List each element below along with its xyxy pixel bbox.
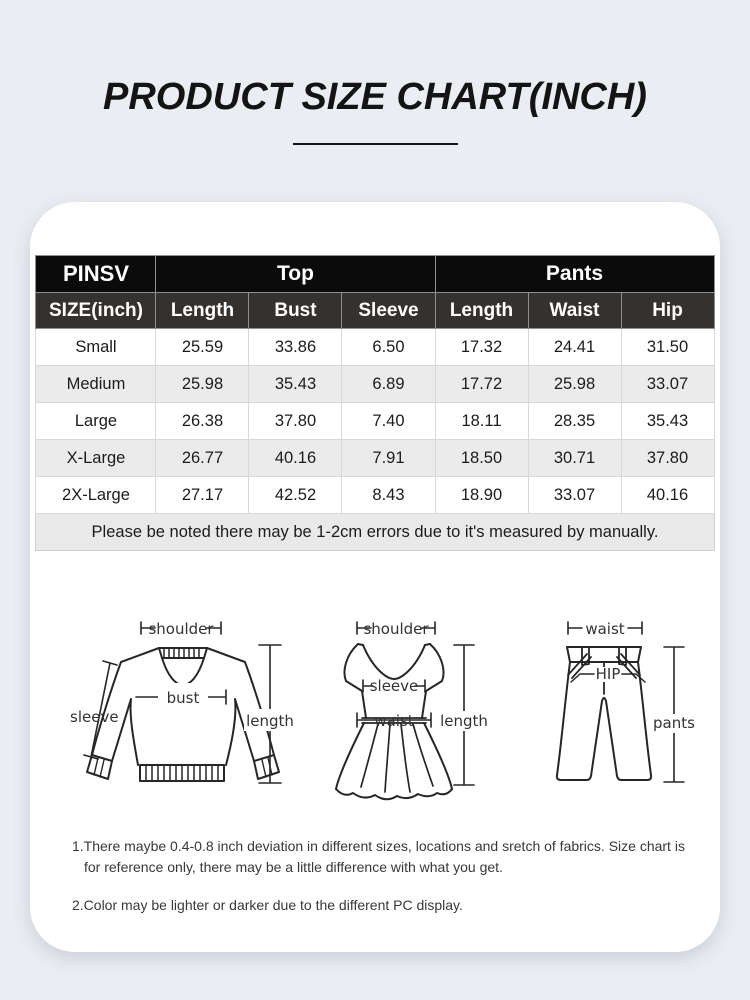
value-cell: 33.86 <box>249 329 342 366</box>
value-cell: 6.50 <box>342 329 435 366</box>
value-cell: 18.90 <box>435 477 528 514</box>
page-title: PRODUCT SIZE CHART(INCH) <box>103 76 647 118</box>
table-row <box>36 329 714 366</box>
dress-waist-label: waist <box>374 712 414 730</box>
col-header-top-length: Length <box>156 293 249 329</box>
sweater-sleeve-label: sleeve <box>70 708 119 726</box>
value-cell: 26.77 <box>156 440 249 477</box>
footnotes <box>30 836 720 916</box>
size-cell: Small <box>36 329 156 366</box>
measurement-diagrams <box>30 617 720 802</box>
pants-diagram <box>553 617 718 802</box>
value-cell: 33.07 <box>528 477 621 514</box>
size-unit-cell: SIZE(inch) <box>36 293 156 329</box>
pants-length-label: pants <box>653 714 695 732</box>
pants-hip-label: HIP <box>595 665 621 683</box>
size-cell: X-Large <box>36 440 156 477</box>
table-note-row <box>36 514 714 551</box>
size-cell: 2X-Large <box>36 477 156 514</box>
col-header-waist: Waist <box>528 293 621 329</box>
dress-sleeve-label: sleeve <box>369 677 419 695</box>
col-header-hip: Hip <box>621 293 714 329</box>
value-cell: 18.50 <box>435 440 528 477</box>
table-row <box>36 477 714 514</box>
group-header-top: Top <box>156 256 435 293</box>
table-row <box>36 440 714 477</box>
title-underline <box>293 143 458 145</box>
dress-shoulder-label: shoulder <box>363 620 429 638</box>
col-header-bust: Bust <box>249 293 342 329</box>
sweater-length-label: length <box>246 712 294 730</box>
col-header-sleeve: Sleeve <box>342 293 435 329</box>
measurement-note: Please be noted there may be 1-2cm errors due to it's measured by manually. <box>36 514 714 551</box>
table-row <box>36 366 714 403</box>
value-cell: 35.43 <box>249 366 342 403</box>
size-chart-table <box>35 255 714 551</box>
value-cell: 28.35 <box>528 403 621 440</box>
pants-waist-label: waist <box>585 620 625 638</box>
value-cell: 33.07 <box>621 366 714 403</box>
value-cell: 37.80 <box>621 440 714 477</box>
sweater-bust-label: bust <box>166 689 200 707</box>
value-cell: 7.91 <box>342 440 435 477</box>
value-cell: 25.98 <box>528 366 621 403</box>
dress-diagram <box>333 617 508 802</box>
size-cell: Large <box>36 403 156 440</box>
value-cell: 24.41 <box>528 329 621 366</box>
size-chart-card <box>30 202 720 952</box>
sweater-diagram <box>58 617 308 802</box>
table-column-header-row <box>36 293 714 329</box>
sweater-shoulder-label: shoulder <box>148 620 214 638</box>
value-cell: 7.40 <box>342 403 435 440</box>
table-group-header-row <box>36 256 714 293</box>
footnote-deviation: 1.There maybe 0.4-0.8 inch deviation in different sizes, locations and sretch of fabrics. Size chart is for reference only, there may be a little difference with what you get. <box>72 838 685 875</box>
size-cell: Medium <box>36 366 156 403</box>
value-cell: 27.17 <box>156 477 249 514</box>
value-cell: 30.71 <box>528 440 621 477</box>
value-cell: 25.98 <box>156 366 249 403</box>
value-cell: 35.43 <box>621 403 714 440</box>
value-cell: 8.43 <box>342 477 435 514</box>
dress-length-label: length <box>440 712 488 730</box>
value-cell: 42.52 <box>249 477 342 514</box>
value-cell: 31.50 <box>621 329 714 366</box>
value-cell: 40.16 <box>249 440 342 477</box>
value-cell: 40.16 <box>621 477 714 514</box>
value-cell: 26.38 <box>156 403 249 440</box>
col-header-pants-length: Length <box>435 293 528 329</box>
brand-cell: PINSV <box>36 256 156 293</box>
value-cell: 18.11 <box>435 403 528 440</box>
value-cell: 6.89 <box>342 366 435 403</box>
value-cell: 17.72 <box>435 366 528 403</box>
footnote-color: 2.Color may be lighter or darker due to the different PC display. <box>72 897 463 913</box>
value-cell: 37.80 <box>249 403 342 440</box>
table-row <box>36 403 714 440</box>
value-cell: 17.32 <box>435 329 528 366</box>
value-cell: 25.59 <box>156 329 249 366</box>
group-header-pants: Pants <box>435 256 714 293</box>
